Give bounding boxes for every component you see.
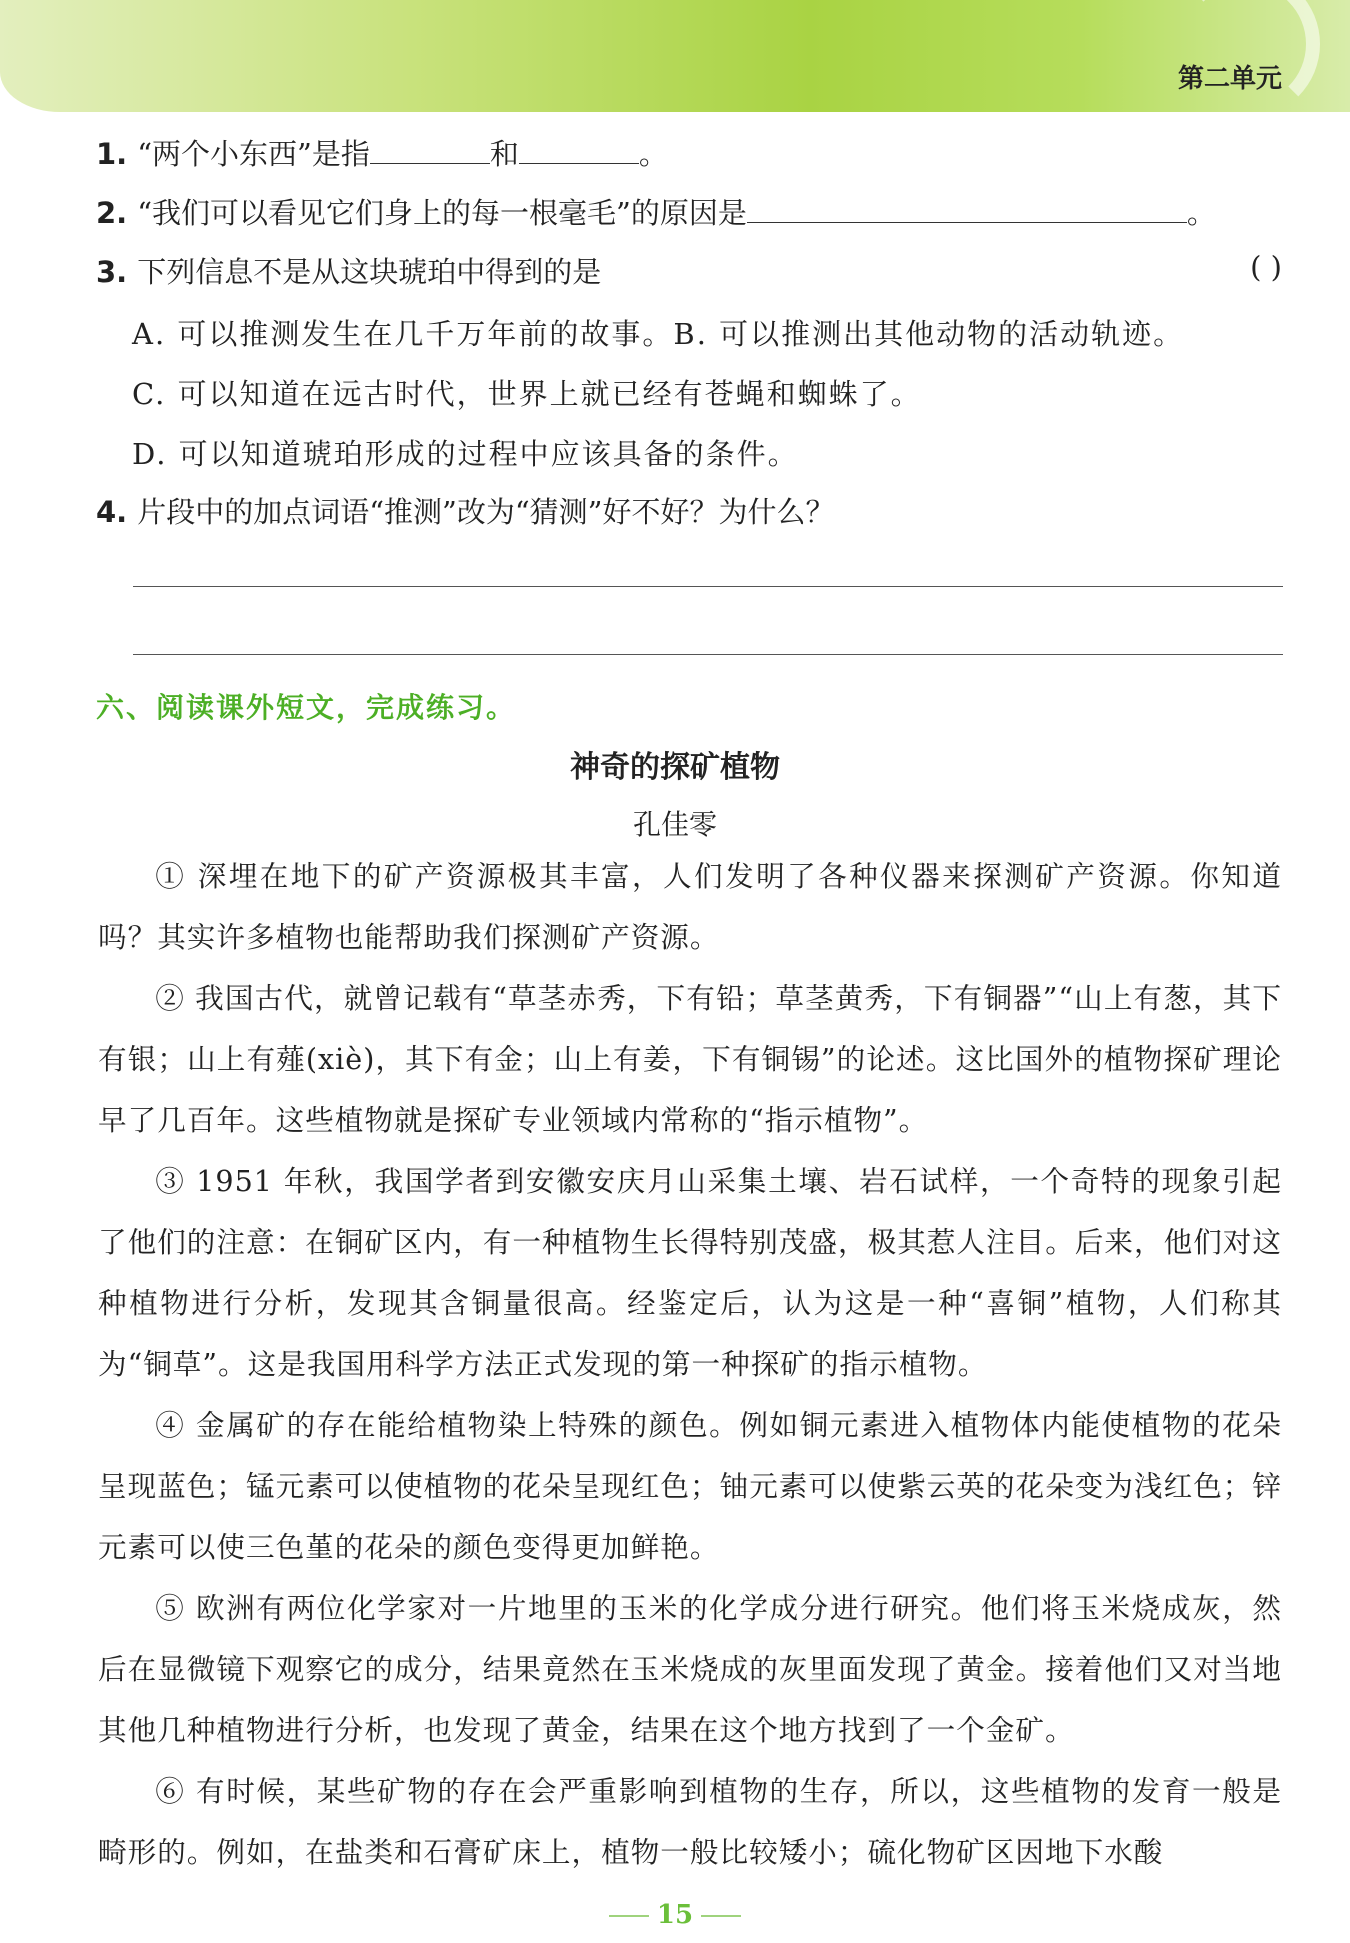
question-text: 下列信息不是从这块琥珀中得到的是 bbox=[137, 255, 602, 289]
question-number: 2. bbox=[96, 196, 128, 230]
question-number: 4. bbox=[96, 495, 128, 529]
question-text: 和 bbox=[489, 137, 519, 171]
header-banner bbox=[0, 0, 1350, 112]
page-number-dash bbox=[701, 1915, 741, 1917]
answer-parentheses[interactable]: ( ) bbox=[1250, 250, 1282, 284]
article-paragraph: ⑥ 有时候，某些矿物的存在会严重影响到植物的生存，所以，这些植物的发育一般是畸形的。例如，在盐类和石膏矿床上，植物一般比较矮小；硫化物矿区因地下水酸 bbox=[98, 1774, 1282, 1869]
page-number bbox=[0, 1900, 1350, 1930]
option-d: D. 可以知道琥珀形成的过程中应该具备的条件。 bbox=[132, 437, 799, 471]
option-c: C. 可以知道在远古时代，世界上就已经有苍蝇和蜘蛛了。 bbox=[132, 377, 922, 411]
article-paragraph: ④ 金属矿的存在能给植物染上特殊的颜色。例如铜元素进入植物体内能使植物的花朵呈现蓝色；锰元素可以使植物的花朵呈现红色；铀元素可以使紫云英的花朵变为浅红色；锌元素可以使三色堇的花朵的颜色变得更加鲜艳。 bbox=[98, 1408, 1282, 1564]
unit-label: 第二单元 bbox=[1177, 64, 1282, 94]
question-number: 1. bbox=[96, 137, 128, 171]
question-text: 片段中的加点词语“推测”改为“猜测”好不好？为什么？ bbox=[137, 495, 835, 529]
option-a-b: A. 可以推测发生在几千万年前的故事。B. 可以推测出其他动物的活动轨迹。 bbox=[132, 317, 1185, 351]
article-paragraph: ② 我国古代，就曾记载有“草茎赤秀，下有铅；草茎黄秀，下有铜器”“山上有葱，其下有银；山上有薤(xiè)，其下有金；山上有姜，下有铜锡”的论述。这比国外的植物探矿理论早了几百年。这些植物就是探矿专业领域内常称的“指示植物”。 bbox=[98, 981, 1282, 1137]
article-paragraph: ⑤ 欧洲有两位化学家对一片地里的玉米的化学成分进行研究。他们将玉米烧成灰，然后在显微镜下观察它的成分，结果竟然在玉米烧成的灰里面发现了黄金。接着他们又对当地其他几种植物进行分析，也发现了黄金，结果在这个地方找到了一个金矿。 bbox=[98, 1591, 1282, 1747]
section-heading: 六、阅读课外短文，完成练习。 bbox=[96, 691, 517, 724]
question-text: 。 bbox=[1186, 196, 1216, 230]
question-text: “两个小东西”是指 bbox=[137, 137, 370, 171]
question-1 bbox=[96, 132, 668, 173]
question-text: “我们可以看见它们身上的每一根毫毛”的原因是 bbox=[137, 196, 747, 230]
page-number-value: 15 bbox=[656, 1900, 694, 1930]
answer-blank[interactable] bbox=[519, 134, 639, 164]
answer-line[interactable] bbox=[133, 654, 1283, 655]
question-4 bbox=[96, 490, 835, 531]
answer-blank[interactable] bbox=[370, 134, 490, 164]
page-number-dash bbox=[609, 1915, 649, 1917]
answer-blank[interactable] bbox=[747, 193, 1187, 223]
article-paragraph: ③ 1951 年秋，我国学者到安徽安庆月山采集土壤、岩石试样，一个奇特的现象引起了他们的注意：在铜矿区内，有一种植物生长得特别茂盛，极其惹人注目。后来，他们对这种植物进行分析，发现其含铜量很高。经鉴定后，认为这是一种“喜铜”植物，人们称其为“铜草”。这是我国用科学方法正式发现的第一种探矿的指示植物。 bbox=[98, 1164, 1282, 1381]
question-text: 。 bbox=[638, 137, 668, 171]
question-number: 3. bbox=[96, 255, 128, 289]
article-paragraph: ① 深埋在地下的矿产资源极其丰富，人们发明了各种仪器来探测矿产资源。你知道吗？其实许多植物也能帮助我们探测矿产资源。 bbox=[98, 859, 1282, 954]
question-3 bbox=[96, 250, 601, 291]
answer-line[interactable] bbox=[133, 586, 1283, 587]
article-author: 孔佳零 bbox=[632, 808, 717, 841]
article-title: 神奇的探矿植物 bbox=[570, 750, 780, 785]
question-2 bbox=[96, 191, 1216, 232]
